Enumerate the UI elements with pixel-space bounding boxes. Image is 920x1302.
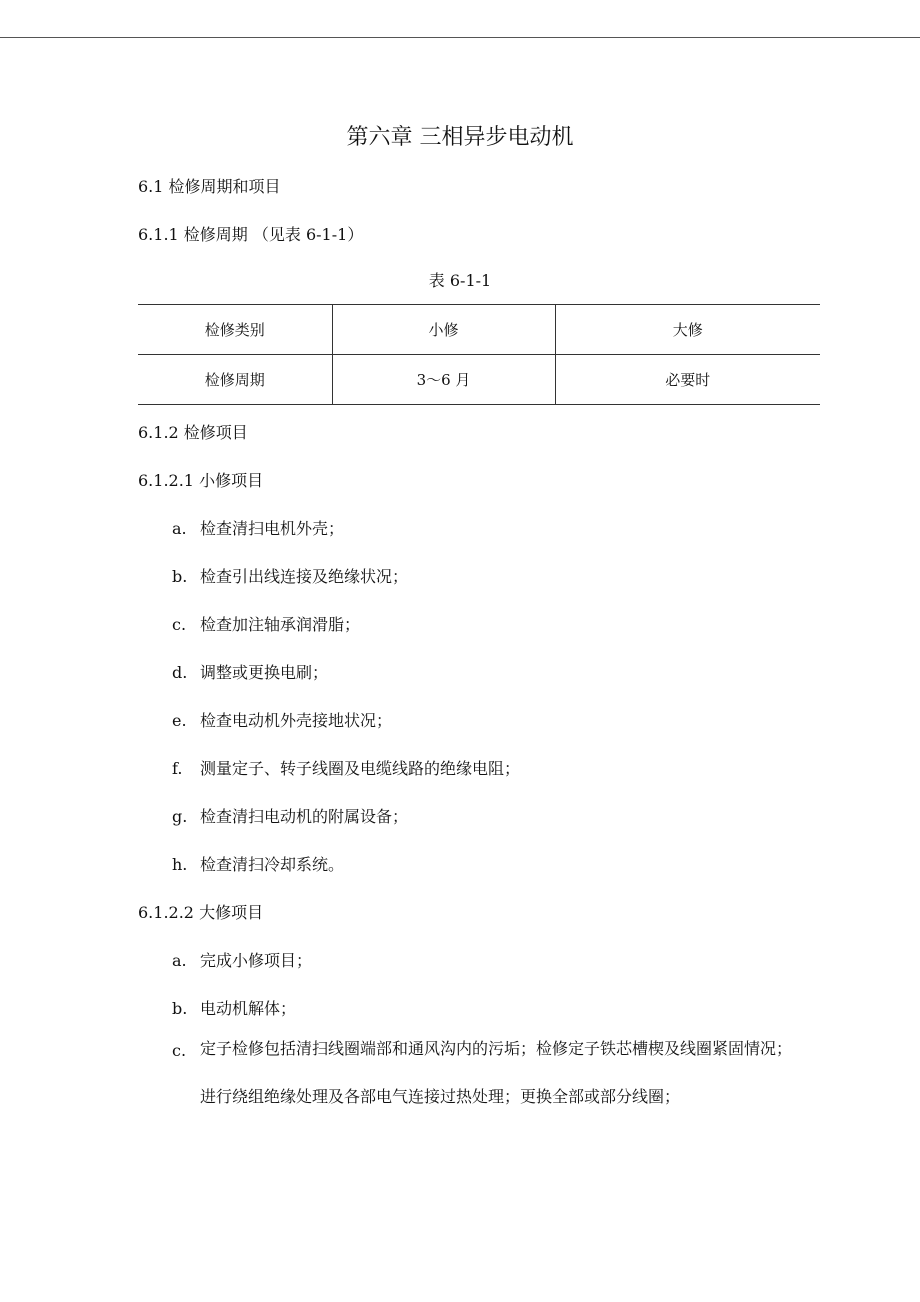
list-item xyxy=(172,756,520,779)
table-cell: 检修类别 xyxy=(138,305,332,355)
table-row xyxy=(138,355,820,405)
list-item xyxy=(172,516,344,539)
maintenance-period-table xyxy=(138,304,820,405)
list-item xyxy=(172,948,312,971)
table-cell: 检修周期 xyxy=(138,355,332,405)
list-item-text: 检查加注轴承润滑脂； xyxy=(200,615,361,634)
list-item-letter: g. xyxy=(172,807,188,826)
list-item-letter: a. xyxy=(172,951,187,970)
list-item-text: 检查清扫冷却系统。 xyxy=(200,855,345,874)
list-item-letter: b. xyxy=(172,567,188,586)
list-item-letter: f. xyxy=(172,759,183,778)
table-cell: 大修 xyxy=(555,305,820,355)
table-cell: 3～6 月 xyxy=(332,355,555,405)
list-item-letter: e. xyxy=(172,711,187,730)
section-6-1-2-1-heading: 6.1.2.1 小修项目 xyxy=(138,471,264,490)
page-header-rule xyxy=(0,37,920,38)
table-caption: 表 6-1-1 xyxy=(428,271,492,290)
list-item xyxy=(172,564,408,587)
list-item xyxy=(172,660,328,683)
list-item-text: 电动机解体； xyxy=(200,999,297,1018)
section-6-1-heading: 6.1 检修周期和项目 xyxy=(138,177,281,196)
list-item-text: 测量定子、转子线圈及电缆线路的绝缘电阻； xyxy=(200,759,521,778)
list-item xyxy=(172,708,392,731)
list-item-letter: b. xyxy=(172,999,188,1018)
list-item-letter: a. xyxy=(172,519,187,538)
section-6-1-2-heading: 6.1.2 检修项目 xyxy=(138,423,248,442)
list-item-text: 检查引出线连接及绝缘状况； xyxy=(200,567,409,586)
list-item xyxy=(172,852,344,875)
table-header-row xyxy=(138,305,820,355)
list-item-text: 检查清扫电动机的附属设备； xyxy=(200,807,409,826)
list-item xyxy=(172,804,408,827)
list-item-text: 完成小修项目； xyxy=(200,951,313,970)
table-cell: 小修 xyxy=(332,305,555,355)
list-item-letter: c. xyxy=(172,1041,187,1060)
list-item xyxy=(172,612,360,635)
list-item-text: 检查清扫电机外壳； xyxy=(200,519,345,538)
list-item-text: 调整或更换电刷； xyxy=(200,663,329,682)
section-6-1-2-2-heading: 6.1.2.2 大修项目 xyxy=(138,903,264,922)
list-item-letter: h. xyxy=(172,855,188,874)
list-item-letter: c. xyxy=(172,615,187,634)
chapter-title: 第六章 三相异步电动机 xyxy=(346,125,574,150)
list-item-text: 定子检修包括清扫线圈端部和通风沟内的污垢；检修定子铁芯槽楔及线圈紧固情况；进行绕组绝缘处理及各部电气连接过热处理；更换全部或部分线圈； xyxy=(200,1039,793,1106)
list-item-letter: d. xyxy=(172,663,188,682)
list-item xyxy=(172,996,296,1019)
section-6-1-1-heading: 6.1.1 检修周期 （见表 6-1-1） xyxy=(138,225,364,244)
list-item-text: 检查电动机外壳接地状况； xyxy=(200,711,393,730)
table-cell: 必要时 xyxy=(555,355,820,405)
